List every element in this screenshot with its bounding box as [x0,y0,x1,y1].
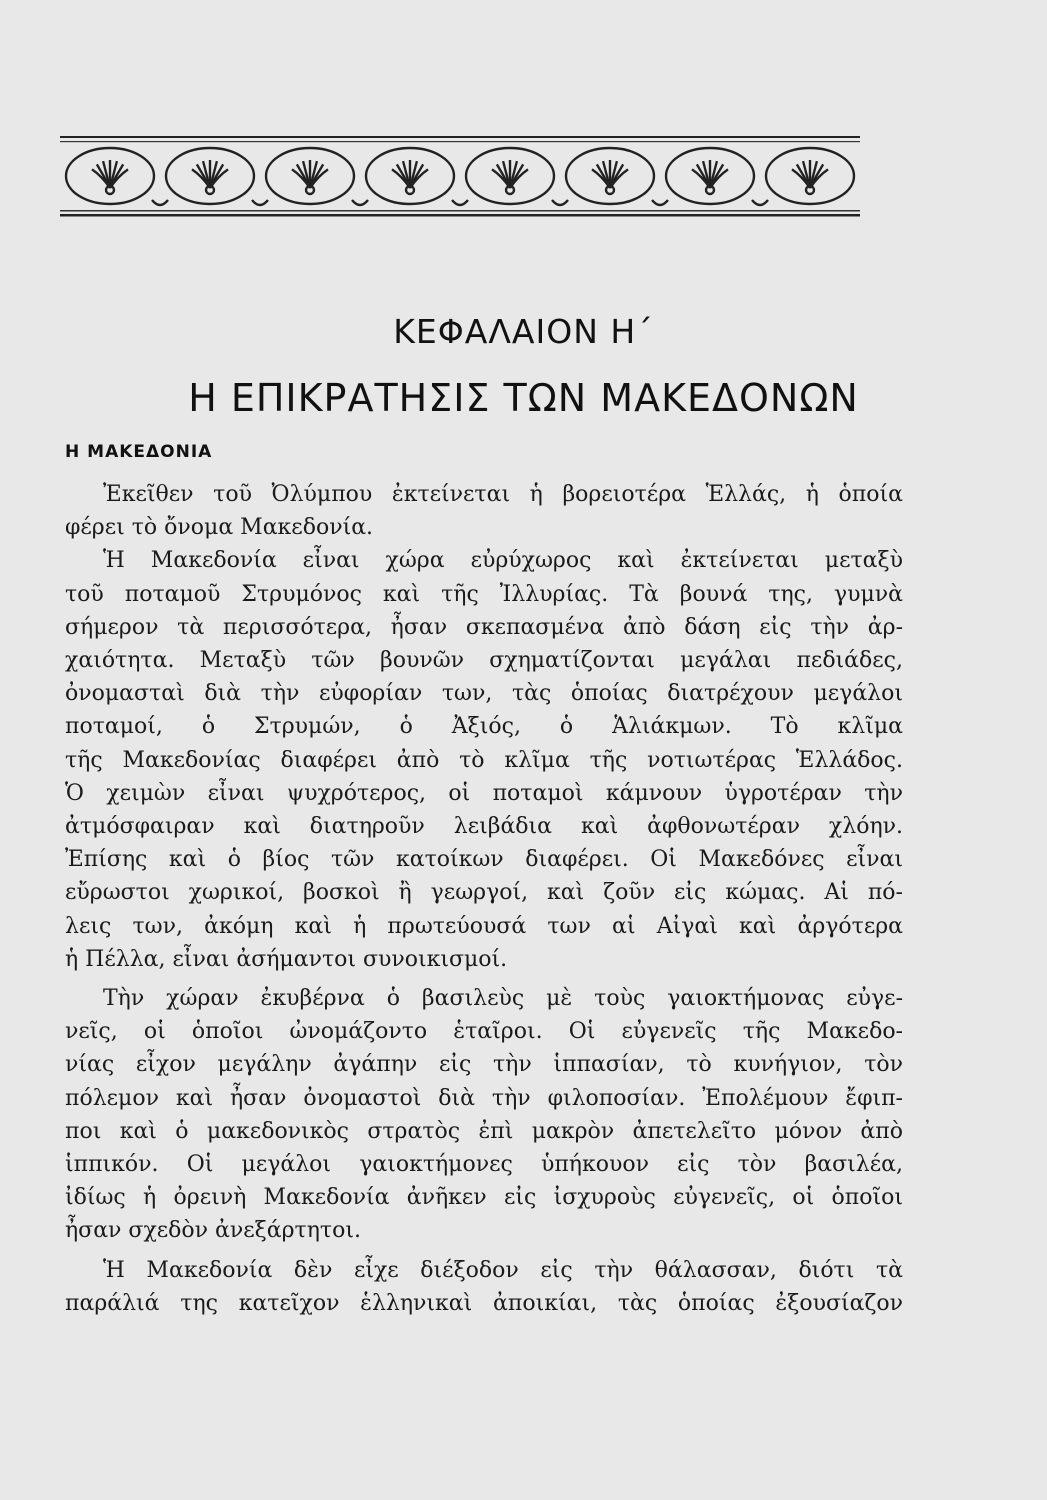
section-heading: Η ΜΑΚΕΔΟΝΙΑ [65,442,213,462]
text-line: ποταμοί, ὁ Στρυμών, ὁ Ἀξιός, ὁ Ἁλιάκμων. Τὸ κλῖμα [65,714,903,740]
text-line: παράλιά της κατεῖχον ἑλληνικαὶ ἀποικίαι, τὰς ὁποίας ἐξουσίαζον [65,1290,903,1316]
text-line: εὔρωστοι χωρικοί, βοσκοὶ ἢ γεωργοί, καὶ ζοῦν εἰς κώμας. Αἱ πό- [65,880,903,906]
palmette-frieze-icon [60,130,860,220]
text-line: λεις των, ἀκόμη καὶ ἡ πρωτεύουσά των αἱ Αἰγαὶ καὶ ἀργότερα [65,913,903,939]
text-line: φέρει τὸ ὄνομα Μακεδονία. [65,515,374,541]
text-line: ποι καὶ ὁ μακεδονικὸς στρατὸς ἐπὶ μακρὸν ἀπετελεῖτο μόνον ἀπὸ [65,1118,903,1144]
text-line: ἀτμόσφαιραν καὶ διατηροῦν λειβάδια καὶ ἀφθονωτέραν χλόην. [65,814,903,840]
chapter-heading: ΚΕΦΑΛΑΙΟΝ Η΄ [393,312,654,351]
paragraph [65,544,903,976]
text-line: χαιότητα. Μεταξὺ τῶν βουνῶν σχηματίζονται μεγάλαι πεδιάδες, [65,648,903,674]
paragraph [65,1254,903,1320]
text-line: ἡ Πέλλα, εἶναι ἀσήμαντοι συνοικισμοί. [65,946,508,972]
body-text [65,478,903,1320]
text-line: ὀνομασταὶ διὰ τὴν εὐφορίαν των, τὰς ὁποίας διατρέχουν μεγάλοι [65,681,903,707]
paragraph [65,982,903,1248]
text-line: σήμερον τὰ περισσότερα, ἦσαν σκεπασμένα ἀπὸ δάση εἰς τὴν ἀρ- [65,614,903,640]
text-line: ἱππικόν. Οἱ μεγάλοι γαιοκτήμονες ὑπήκουον εἰς τὸν βασιλέα, [65,1152,903,1178]
chapter-title: Η ΕΠΙΚΡΑΤΗΣΙΣ ΤΩΝ ΜΑΚΕΔΟΝΩΝ [188,376,859,420]
text-line: τοῦ ποταμοῦ Στρυμόνος καὶ τῆς Ἰλλυρίας. Τὰ βουνά της, γυμνὰ [65,581,903,607]
text-line: Τὴν χώραν ἐκυβέρνα ὁ βασιλεὺς μὲ τοὺς γαιοκτήμονας εὐγε- [103,986,903,1012]
text-line: τῆς Μακεδονίας διαφέρει ἀπὸ τὸ κλῖμα τῆς νοτιωτέρας Ἑλλάδος. [65,747,903,773]
text-line: Ἡ Μακεδονία δὲν εἶχε διέξοδον εἰς τὴν θάλασσαν, διότι τὰ [103,1257,903,1283]
paragraph [65,478,903,544]
text-line: νεῖς, οἱ ὁποῖοι ὠνομάζοντο ἑταῖροι. Οἱ εὐγενεῖς τῆς Μακεδο- [65,1019,903,1045]
text-line: νίας εἶχον μεγάλην ἀγάπην εἰς τὴν ἱππασίαν, τὸ κυνήγιον, τὸν [65,1052,903,1078]
text-line: ἦσαν σχεδὸν ἀνεξάρτητοι. [65,1218,361,1244]
text-line: πόλεμον καὶ ἦσαν ὀνομαστοὶ διὰ τὴν φιλοποσίαν. Ἐπολέμουν ἔφιπ- [65,1085,903,1111]
text-line: Ἐκεῖθεν τοῦ Ὀλύμπου ἐκτείνεται ἡ βορειοτέρα Ἑλλάς, ἡ ὁποία [103,482,903,507]
text-line: Ἡ Μακεδονία εἶναι χώρα εὐρύχωρος καὶ ἐκτείνεται μεταξὺ [103,548,903,574]
text-line: ἰδίως ἡ ὀρεινὴ Μακεδονία ἀνῆκεν εἰς ἰσχυροὺς εὐγενεῖς, οἱ ὁποῖοι [65,1185,903,1211]
text-line: Ὁ χειμὼν εἶναι ψυχρότερος, οἱ ποταμοὶ κάμνουν ὑγροτέραν τὴν [65,780,903,806]
text-line: Ἐπίσης καὶ ὁ βίος τῶν κατοίκων διαφέρει. Οἱ Μακεδόνες εἶναι [65,847,903,873]
